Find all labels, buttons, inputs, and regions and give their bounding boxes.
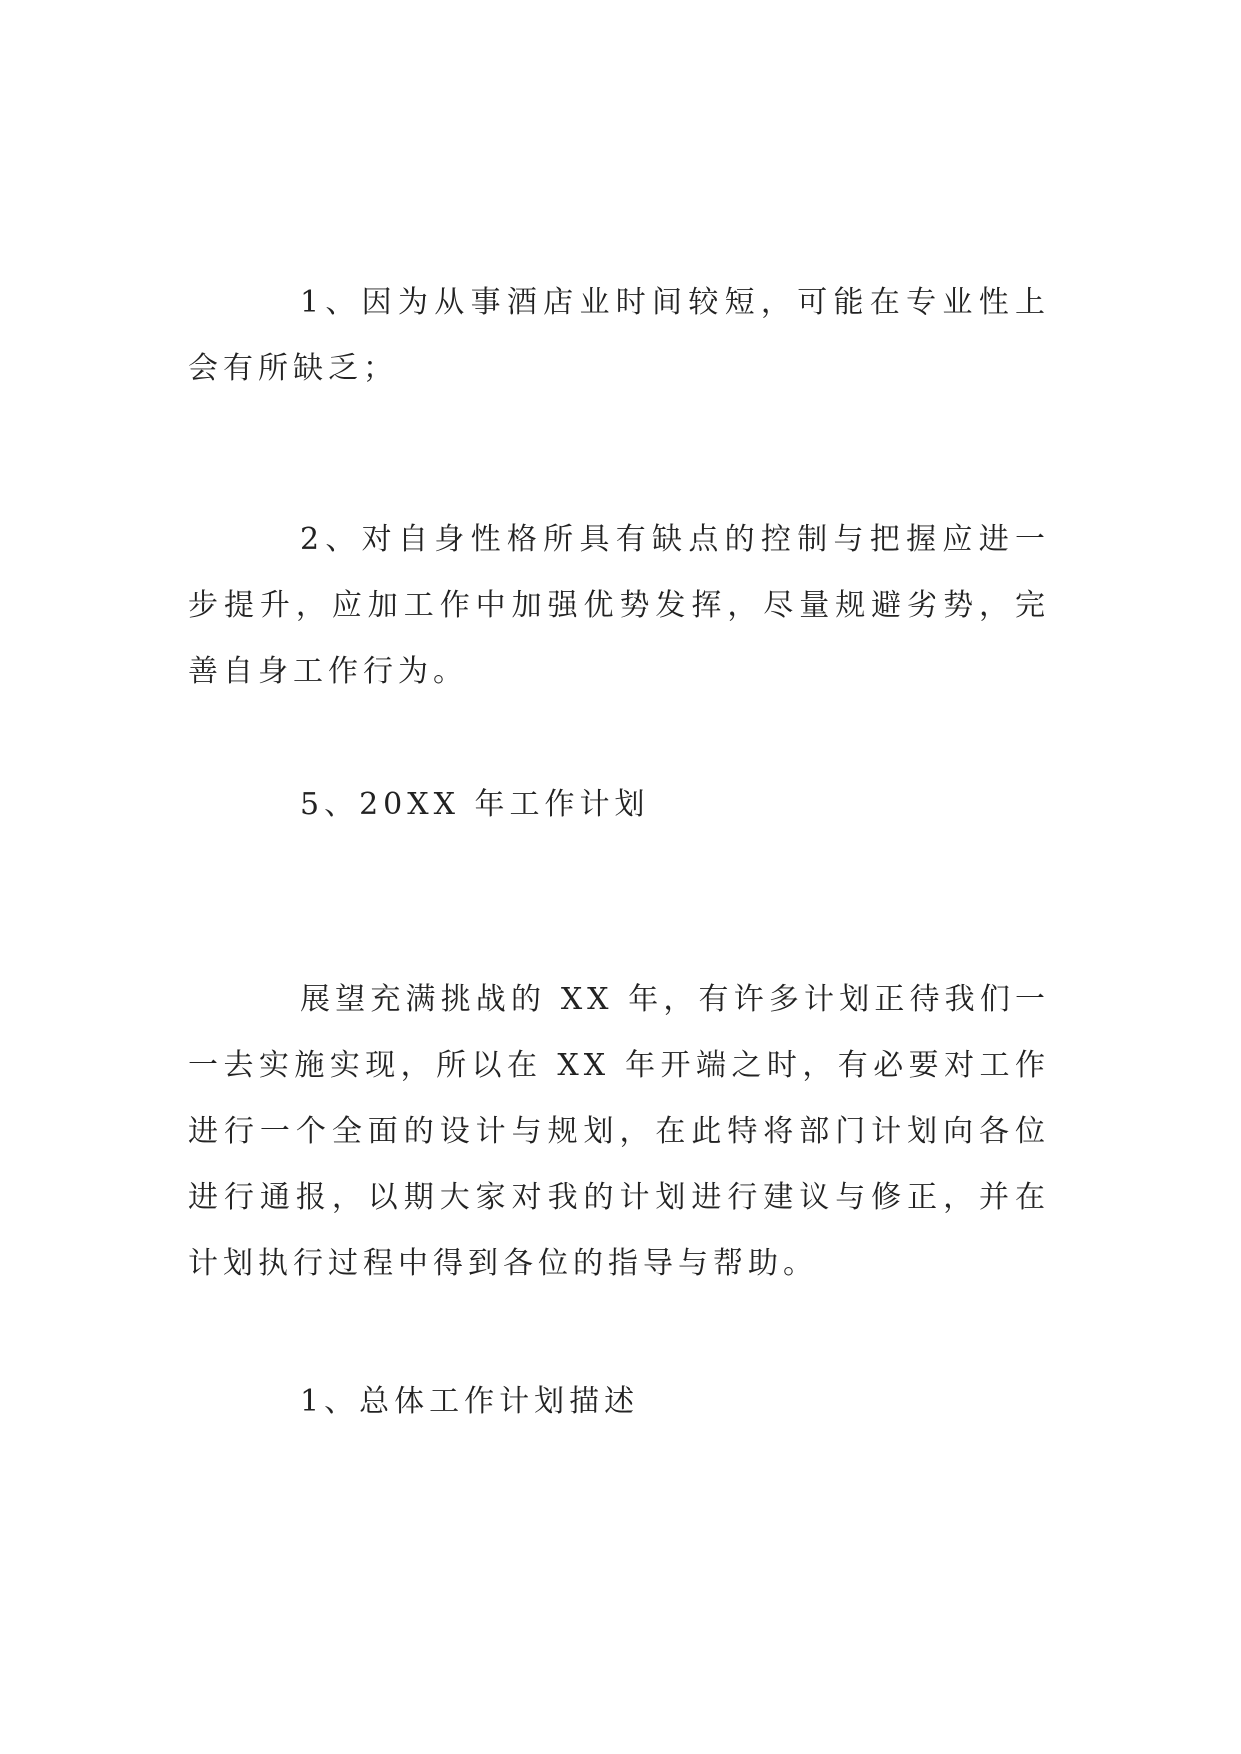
subheading-overall-plan: 1、总体工作计划描述 xyxy=(300,1384,640,1419)
paragraph-shortcoming-2: 2、对自身性格所具有缺点的控制与把握应进一步提升，应加工作中加强优势发挥，尽量规避劣势，完善自身工作行为。 xyxy=(188,522,1050,689)
paragraph-plan-outlook: 展望充满挑战的 XX 年，有许多计划正待我们一一去实施实现，所以在 XX 年开端之时，有必要对工作进行一个全面的设计与规划，在此特将部门计划向各位进行通报，以期大家对我的计划进行建议与修正，并在计划执行过程中得到各位的指导与帮助。 xyxy=(188,982,1050,1281)
paragraph-shortcoming-1: 1、因为从事酒店业时间较短，可能在专业性上会有所缺乏； xyxy=(188,285,1050,386)
section-heading-work-plan: 5、20XX 年工作计划 xyxy=(300,787,650,822)
